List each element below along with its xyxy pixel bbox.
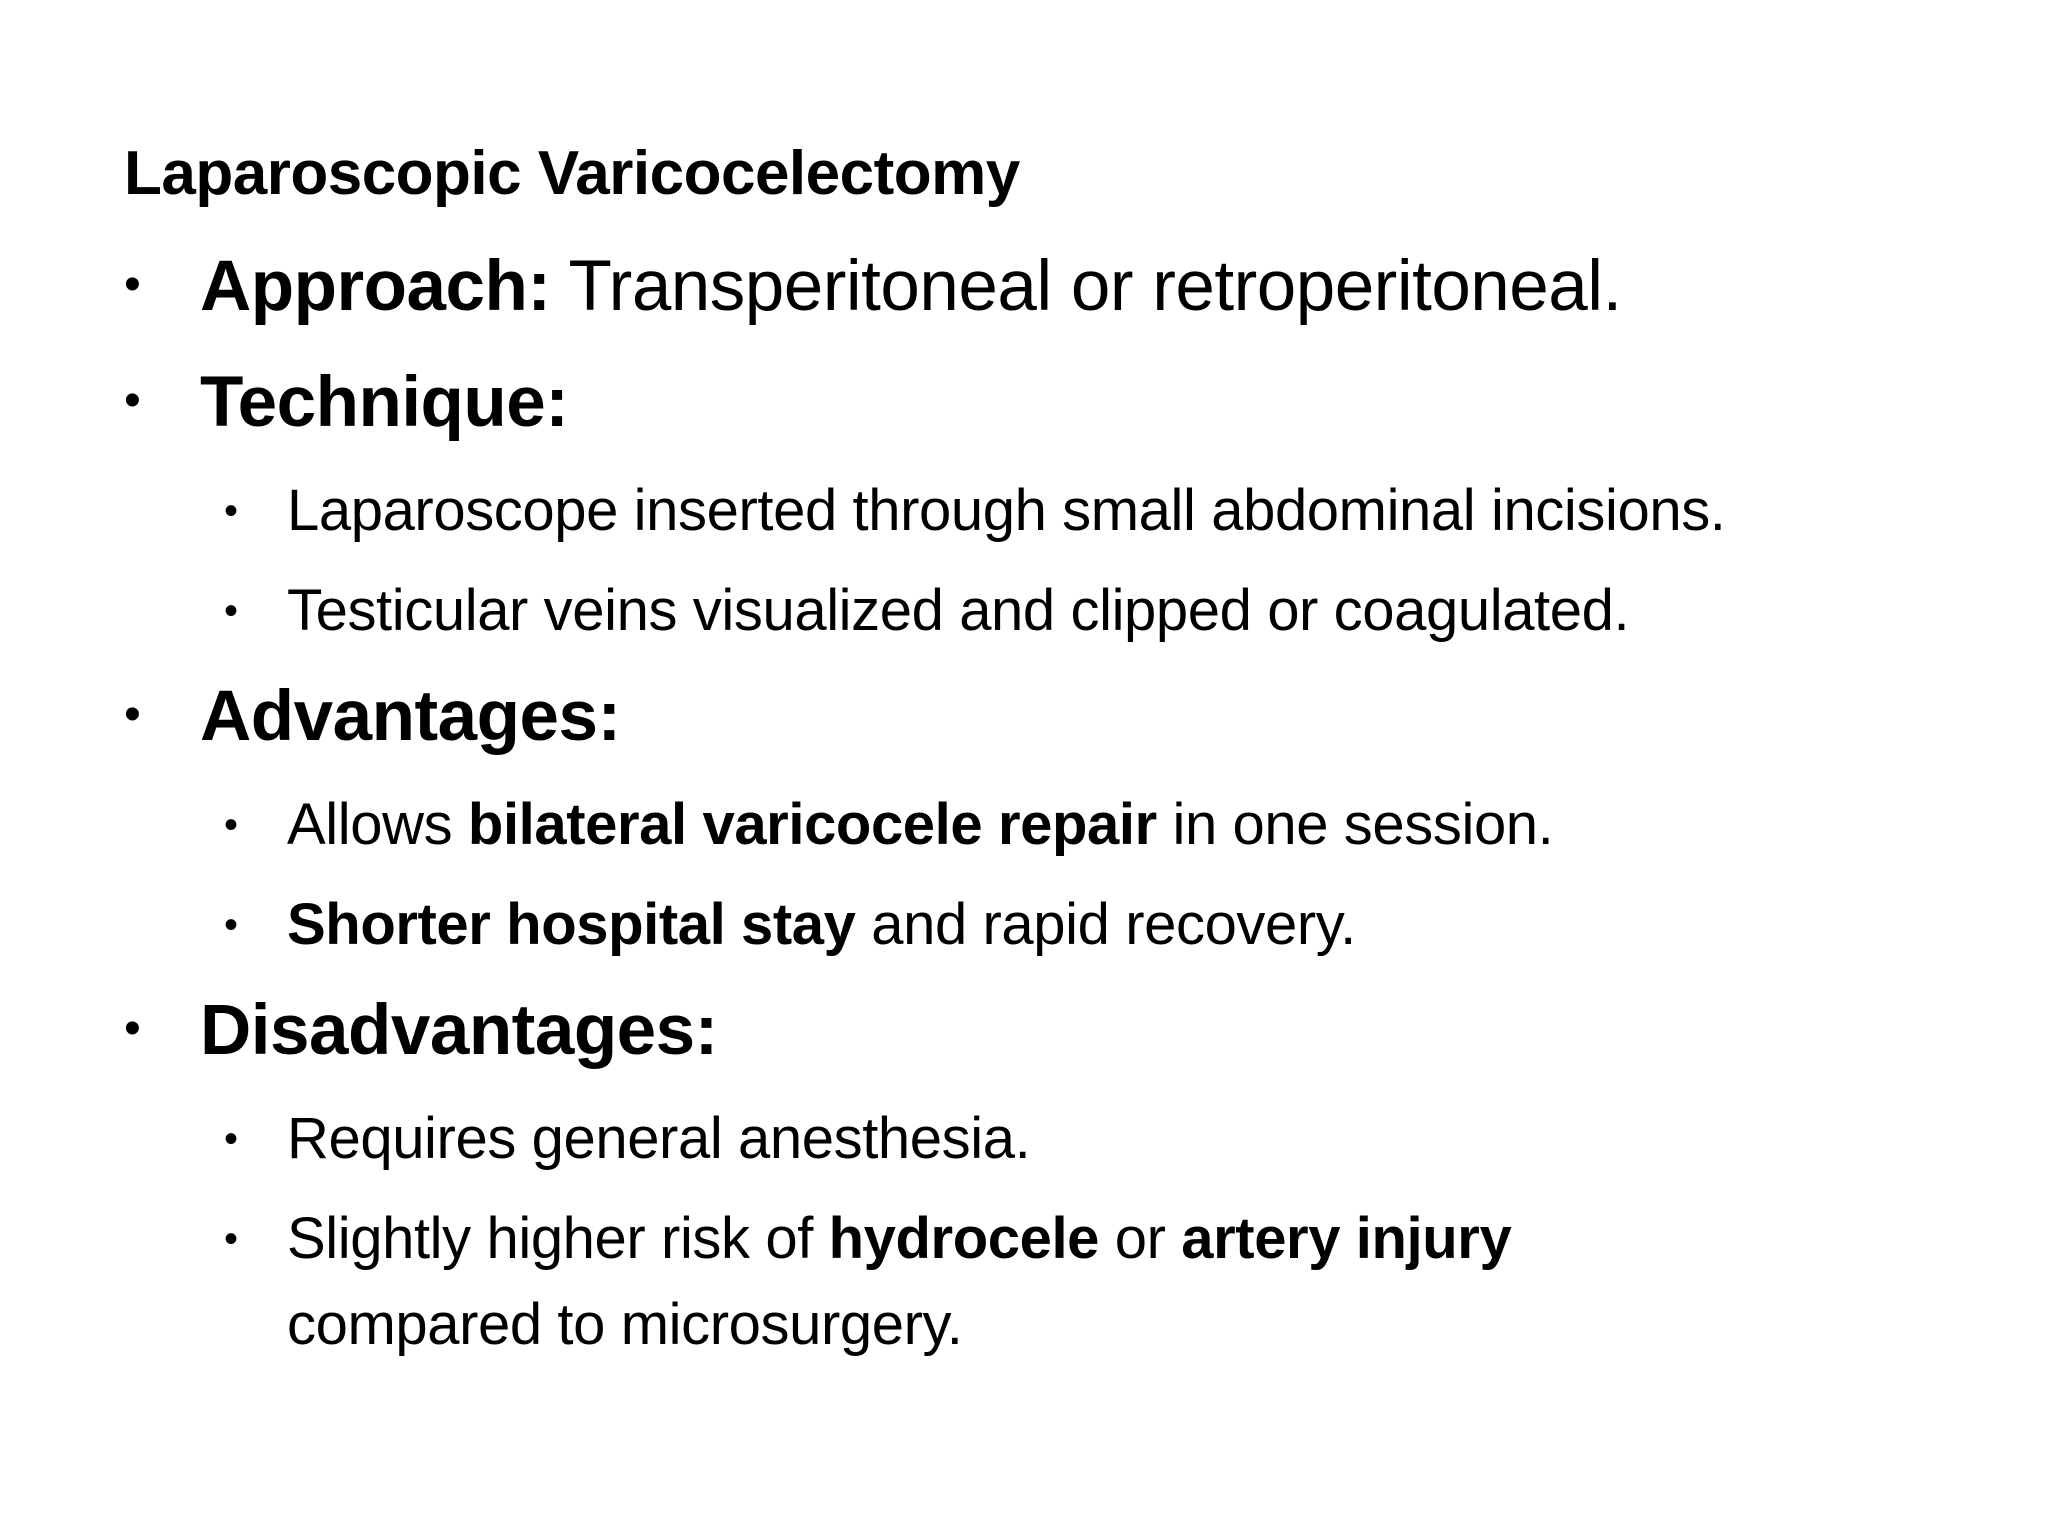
bullet-marker: •	[124, 374, 141, 427]
advantages-item-1-pre: Allows	[287, 792, 468, 857]
advantages-item-2	[224, 882, 1356, 968]
advantages-item-2-post: and rapid recovery.	[855, 892, 1356, 957]
advantages-label: Advantages:	[200, 677, 621, 756]
technique-item-text: Laparoscope inserted through small abdominal incisions.	[287, 478, 1726, 543]
bullet-technique	[124, 358, 568, 446]
approach-text: Transperitoneal or retroperitoneal.	[550, 247, 1622, 326]
sub-bullet-marker: •	[224, 1217, 238, 1261]
bullet-marker: •	[124, 1002, 141, 1055]
advantages-item-1-post: in one session.	[1156, 792, 1554, 857]
technique-item-text: Testicular veins visualized and clipped or coagulated.	[287, 578, 1630, 643]
disadvantages-label: Disadvantages:	[200, 991, 718, 1070]
disadvantages-item-2-bold-1: hydrocele	[828, 1206, 1100, 1271]
bullet-marker: •	[124, 258, 141, 311]
sub-bullet-marker: •	[224, 903, 238, 947]
disadvantages-item-2-mid: or	[1099, 1206, 1182, 1271]
disadvantages-item-2-bold-2: artery injury	[1181, 1206, 1512, 1271]
slide-title: Laparoscopic Varicocelectomy	[124, 139, 1020, 208]
technique-item-1	[224, 468, 1726, 554]
disadvantages-item-1-text: Requires general anesthesia.	[287, 1106, 1031, 1171]
bullet-advantages	[124, 672, 621, 760]
sub-bullet-marker: •	[224, 489, 238, 533]
technique-label: Technique:	[200, 363, 569, 442]
sub-bullet-marker: •	[224, 1117, 238, 1161]
advantages-item-2-bold: Shorter hospital stay	[287, 892, 856, 957]
approach-label: Approach:	[200, 247, 551, 326]
sub-bullet-marker: •	[224, 803, 238, 847]
disadvantages-item-2-pre: Slightly higher risk of	[287, 1206, 829, 1271]
bullet-marker: •	[124, 688, 141, 741]
technique-item-2	[224, 568, 1629, 654]
advantages-item-1-bold: bilateral varicocele repair	[467, 792, 1157, 857]
disadvantages-item-2-continuation: compared to microsurgery.	[287, 1292, 963, 1357]
disadvantages-item-2	[224, 1196, 1511, 1282]
bullet-approach	[124, 242, 1622, 330]
advantages-item-1	[224, 782, 1553, 868]
disadvantages-item-1	[224, 1096, 1030, 1182]
bullet-disadvantages	[124, 986, 718, 1074]
sub-bullet-marker: •	[224, 589, 238, 633]
